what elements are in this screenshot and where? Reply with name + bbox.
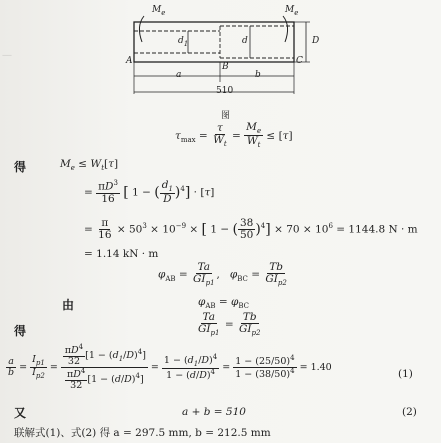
- ab-ratio-equation: $\frac{a}{b}$ = $\frac{I_{p1}}{I_{p2}}$ = $\frac{\pi D^4}{32}$ $[1 - (d_1/D)^4]$ $\frac{\pi D^4}{32}$ $[1 - (d/D)^4]$ = $\frac{1 - (d_1/D)^4}{1 - (d/D)^4}$ = $\frac{1 - (25/50)^4}{1 - (38/50)^4}$ = 1.40: [8, 343, 332, 392]
- final-solution: 联解式(1)、式(2) 得 a = 297.5 mm, b = 212.5 mm: [14, 427, 271, 439]
- sum-equation: a + b = 510: [182, 406, 246, 418]
- tau-max-equation: $\tau_{max}$ = $\frac{\tau}{W_t}$ = $\frac{M_e}{W_t}$ ≤ [τ]: [175, 121, 293, 150]
- fig-label-a: a: [176, 70, 182, 80]
- me-line-4: = 1.14 kN · m: [84, 248, 159, 260]
- fig-label-B: B: [222, 62, 229, 72]
- fig-label-D: D: [312, 36, 320, 46]
- me-line-3: = $\frac{\pi}{16}$ × $50^3 \times 10^{-9}$ × [ 1 − ( $\frac{38}{50}$ )$^4] \times 70 \times 10^6 = 1144.8$ N · m: [84, 217, 418, 242]
- fig-label-d: d: [242, 36, 248, 46]
- eq-tag-2: (2): [402, 406, 417, 418]
- label-de-2: 得: [14, 324, 27, 338]
- label-you-1: 由: [62, 298, 75, 312]
- fig-label-me-left: $M_e$: [152, 5, 166, 17]
- bleed-through-text: —: [2, 50, 12, 61]
- phi-definitions: $\varphi_{AB}$ = $\frac{Ta}{GI_{p1}}$ , $\varphi_{BC}$ = $\frac{Tb}{GI_{p2}}$: [158, 261, 287, 288]
- fig-label-me-right: $M_e$: [285, 5, 299, 17]
- fig-label-C: C: [296, 56, 303, 66]
- label-de-1: 得: [14, 160, 27, 174]
- ratio-equation: $\frac{Ta}{GI_{p1}}$ = $\frac{Tb}{GI_{p2}}$: [198, 311, 261, 338]
- eq-tag-1: (1): [398, 368, 413, 380]
- phi-equality: $\varphi_{AB} = \varphi_{BC}$: [198, 296, 250, 311]
- label-you-2: 又: [14, 406, 27, 420]
- figure-caption: 图: [221, 111, 231, 121]
- me-inequality: $M_e \le W_t[\tau]$: [60, 158, 119, 173]
- me-line-2: = $\frac{\pi D^3}{16}$ [ 1 − ( $\frac{d_1}{D}$ )$^4$] · [τ]: [84, 179, 215, 206]
- fig-label-A: A: [126, 56, 133, 66]
- fig-label-b: b: [255, 70, 261, 80]
- fig-label-length: 510: [216, 86, 234, 96]
- fig-label-d1: $d_1$: [178, 36, 189, 48]
